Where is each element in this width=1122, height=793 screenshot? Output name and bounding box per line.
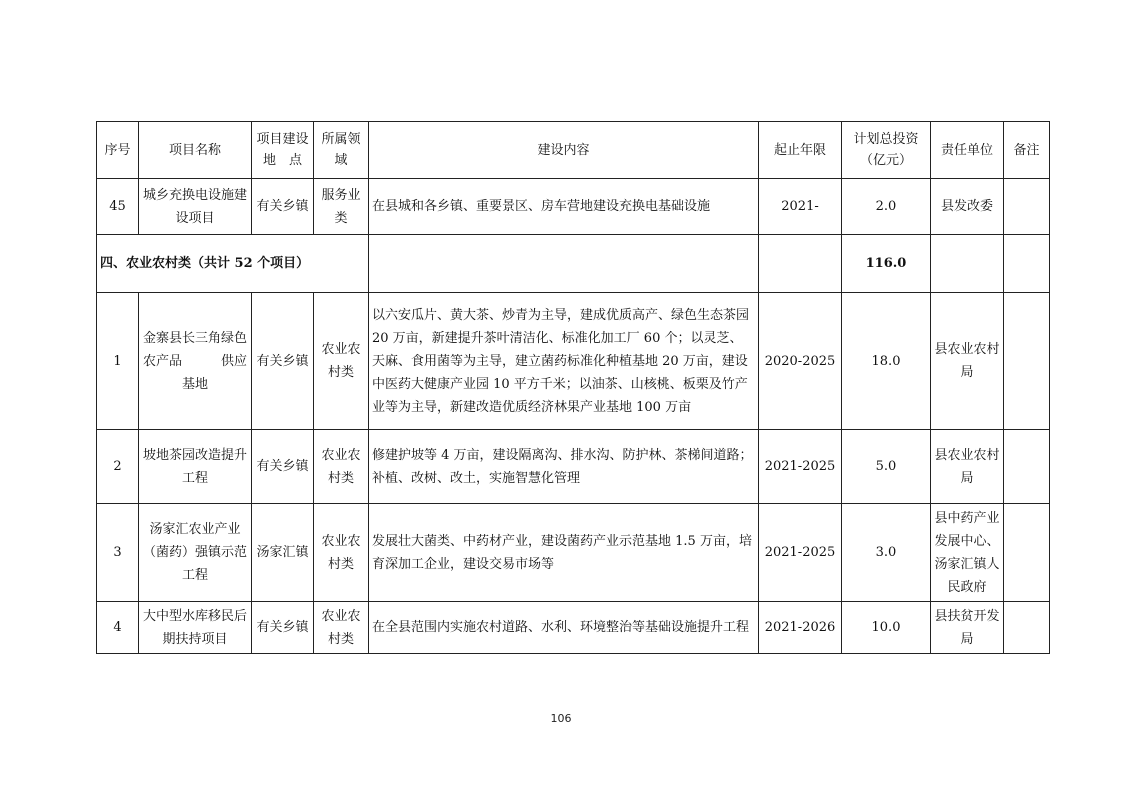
cell-period: 2021-2025 <box>759 504 842 602</box>
cell-invest: 18.0 <box>842 293 931 430</box>
header-content: 建设内容 <box>369 122 759 179</box>
cell-field: 农业农村类 <box>314 602 369 654</box>
cell-unit: 县发改委 <box>931 179 1004 235</box>
header-seq: 序号 <box>97 122 139 179</box>
section-total: 116.0 <box>842 235 931 293</box>
cell-note <box>1004 602 1050 654</box>
section-row <box>97 235 1050 293</box>
cell-field: 服务业类 <box>314 179 369 235</box>
cell-unit: 县农业农村局 <box>931 293 1004 430</box>
cell-unit: 县扶贫开发局 <box>931 602 1004 654</box>
cell-location: 有关乡镇 <box>252 293 314 430</box>
section-empty-note <box>1004 235 1050 293</box>
cell-invest: 3.0 <box>842 504 931 602</box>
cell-name: 大中型水库移民后期扶持项目 <box>139 602 252 654</box>
cell-location: 有关乡镇 <box>252 602 314 654</box>
cell-unit: 县中药产业发展中心、汤家汇镇人民政府 <box>931 504 1004 602</box>
section-empty-period <box>759 235 842 293</box>
cell-unit: 县农业农村局 <box>931 430 1004 504</box>
table-row <box>97 504 1050 602</box>
cell-period: 2021-2026 <box>759 602 842 654</box>
table-row <box>97 602 1050 654</box>
cell-seq: 2 <box>97 430 139 504</box>
cell-note <box>1004 179 1050 235</box>
project-table <box>96 121 1050 654</box>
cell-content: 发展壮大菌类、中药材产业，建设菌药产业示范基地 1.5 万亩，培育深加工企业，建设交易市场等 <box>369 504 759 602</box>
cell-content: 在全县范围内实施农村道路、水利、环境整治等基础设施提升工程 <box>369 602 759 654</box>
cell-name: 城乡充换电设施建设项目 <box>139 179 252 235</box>
header-period: 起止年限 <box>759 122 842 179</box>
cell-content: 以六安瓜片、黄大茶、炒青为主导，建成优质高产、绿色生态茶园 20 万亩，新建提升茶叶清洁化、标准化加工厂 60 个；以灵芝、天麻、食用菌等为主导，建立菌药标准化种植基地 20 万亩，建设中医药大健康产业园 10 平方千米；以油茶、山核桃、板栗及竹产业等为主导，新建改造优质经济林果产业基地 100 万亩 <box>369 293 759 430</box>
cell-note <box>1004 293 1050 430</box>
cell-name: 坡地茶园改造提升工程 <box>139 430 252 504</box>
cell-location: 有关乡镇 <box>252 430 314 504</box>
cell-field: 农业农村类 <box>314 293 369 430</box>
cell-invest: 5.0 <box>842 430 931 504</box>
cell-seq: 4 <box>97 602 139 654</box>
cell-name: 金寨县长三角绿色农产品 供应基地 <box>139 293 252 430</box>
section-empty-unit <box>931 235 1004 293</box>
cell-location: 有关乡镇 <box>252 179 314 235</box>
cell-note <box>1004 504 1050 602</box>
cell-invest: 10.0 <box>842 602 931 654</box>
cell-invest: 2.0 <box>842 179 931 235</box>
header-note: 备注 <box>1004 122 1050 179</box>
cell-content: 修建护坡等 4 万亩，建设隔离沟、排水沟、防护林、茶梯间道路；补植、改树、改土，实施智慧化管理 <box>369 430 759 504</box>
page-number: 106 <box>550 712 572 725</box>
cell-seq: 1 <box>97 293 139 430</box>
section-empty-content <box>369 235 759 293</box>
cell-seq: 45 <box>97 179 139 235</box>
section-label: 四、农业农村类（共计 52 个项目） <box>97 235 369 293</box>
cell-note <box>1004 430 1050 504</box>
cell-field: 农业农村类 <box>314 430 369 504</box>
cell-period: 2021- <box>759 179 842 235</box>
cell-period: 2020-2025 <box>759 293 842 430</box>
cell-location: 汤家汇镇 <box>252 504 314 602</box>
table-row <box>97 293 1050 430</box>
table-row <box>97 179 1050 235</box>
header-name: 项目名称 <box>139 122 252 179</box>
header-location: 项目建设地 点 <box>252 122 314 179</box>
cell-field: 农业农村类 <box>314 504 369 602</box>
cell-name: 汤家汇农业产业（菌药）强镇示范工程 <box>139 504 252 602</box>
table-row <box>97 430 1050 504</box>
header-invest: 计划总投资（亿元） <box>842 122 931 179</box>
header-row <box>97 122 1050 179</box>
cell-period: 2021-2025 <box>759 430 842 504</box>
header-field: 所属领域 <box>314 122 369 179</box>
header-unit: 责任单位 <box>931 122 1004 179</box>
cell-content: 在县城和各乡镇、重要景区、房车营地建设充换电基础设施 <box>369 179 759 235</box>
cell-seq: 3 <box>97 504 139 602</box>
